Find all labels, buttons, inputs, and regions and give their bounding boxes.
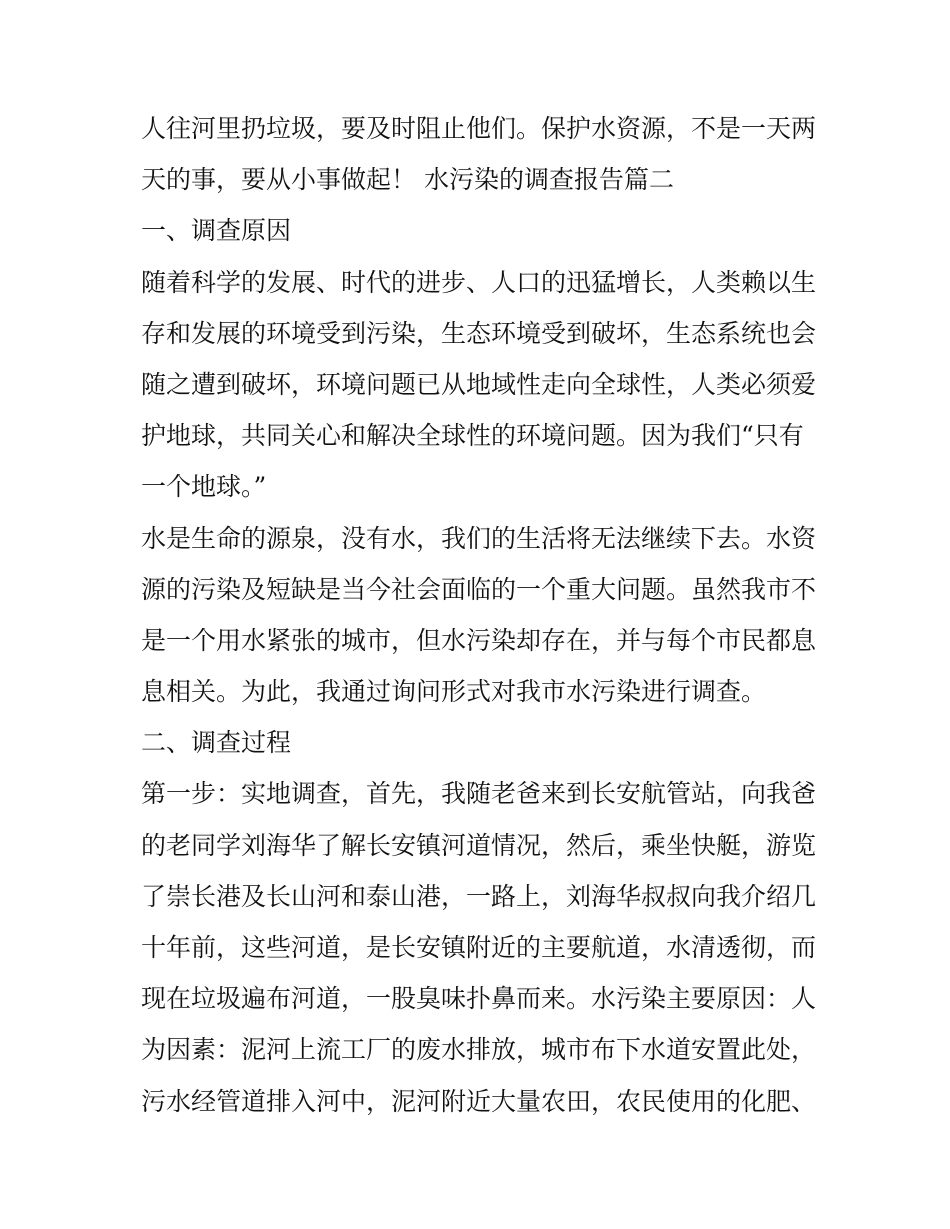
document-body — [141, 103, 831, 1127]
section-heading-1: 一、调查原因 — [141, 216, 292, 246]
text-line-15: 的老同学刘海华了解长安镇河道情况，然后，乘坐快艇，游览 — [141, 830, 817, 860]
text-line-17: 十年前，这些河道，是长安镇附近的主要航道，水清透彻，而 — [141, 933, 817, 962]
text-line-4: 随着科学的发展、时代的进步、人口的迅猛增长，人类赖以生 — [141, 267, 817, 297]
text-line-11: 是一个用水紧张的城市，但水污染却存在，并与每个市民都息 — [141, 625, 817, 655]
text-line-2: 天的事，要从小事做起！ 水污染的调查报告篇二 — [141, 165, 674, 195]
text-line-12: 息相关。为此，我通过询问形式对我市水污染进行调查。 — [141, 677, 767, 707]
text-line-16: 了崇长港及长山河和泰山港，一路上，刘海华叔叔向我介绍几 — [141, 881, 817, 911]
text-line-10: 源的污染及短缺是当今社会面临的一个重大问题。虽然我市不 — [141, 574, 817, 604]
section-heading-2: 二、调查过程 — [141, 728, 292, 758]
text-line-20: 污水经管道排入河中，泥河附近大量农田，农民使用的化肥、 — [141, 1086, 817, 1116]
text-line-19: 为因素：泥河上流工厂的废水排放，城市布下水道安置此处， — [141, 1035, 817, 1065]
text-line-7: 护地球，共同关心和解决全球性的环境问题。因为我们“只有 — [141, 421, 804, 451]
text-line-8: 一个地球。” — [141, 472, 267, 502]
text-line-1: 人往河里扔垃圾，要及时阻止他们。保护水资源，不是一天两 — [141, 114, 817, 143]
text-line-6: 随之遭到破坏，环境问题已从地域性走向全球性，人类必须爱 — [141, 369, 817, 399]
text-line-18: 现在垃圾遍布河道，一股臭味扑鼻而来。水污染主要原因：人 — [141, 984, 817, 1014]
text-line-9: 水是生命的源泉，没有水，我们的生活将无法继续下去。水资 — [141, 523, 817, 553]
text-line-14: 第一步：实地调查，首先，我随老爸来到长安航管站，向我爸 — [141, 779, 817, 809]
text-line-5: 存和发展的环境受到污染，生态环境受到破坏，生态系统也会 — [141, 318, 817, 348]
